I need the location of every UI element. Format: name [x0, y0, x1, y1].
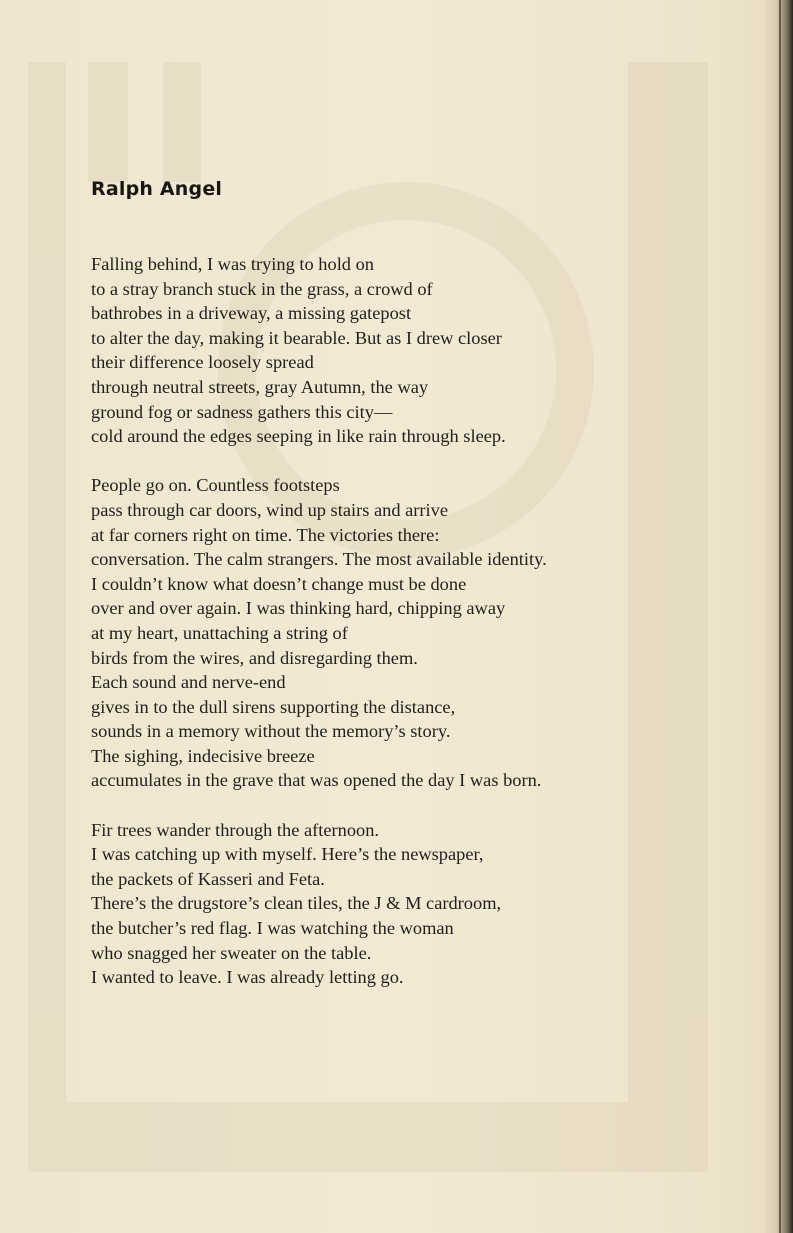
- stanza: [91, 252, 741, 449]
- poem: [91, 252, 741, 1014]
- poem-line: who snagged her sweater on the table.: [91, 942, 372, 963]
- poem-line: I couldn’t know what doesn’t change must be done: [91, 573, 467, 594]
- author-name: Ralph Angel: [91, 178, 223, 200]
- poem-line: Falling behind, I was trying to hold on: [91, 254, 374, 274]
- poem-line: sounds in a memory without the memory’s story.: [91, 721, 451, 742]
- poem-line: pass through car doors, wind up stairs and arrive: [91, 499, 449, 520]
- poem-line: at my heart, unattaching a string of: [91, 622, 348, 643]
- poem-line: ground fog or sadness gathers this city—: [91, 401, 393, 422]
- poem-line: Fir trees wander through the afternoon.: [91, 819, 380, 840]
- poem-line: I was catching up with myself. Here’s the newspaper,: [91, 844, 484, 865]
- poem-line: birds from the wires, and disregarding them.: [91, 647, 418, 668]
- poem-line: the packets of Kasseri and Feta.: [91, 868, 325, 889]
- poem-line: to alter the day, making it bearable. But as I drew closer: [91, 327, 502, 348]
- poem-line: at far corners right on time. The victories there:: [91, 524, 440, 545]
- poem-line: through neutral streets, gray Autumn, the way: [91, 376, 429, 397]
- stanza: [91, 818, 741, 990]
- poem-line: the butcher’s red flag. I was watching the woman: [91, 918, 454, 939]
- poem-line: accumulates in the grave that was opened the day I was born.: [91, 770, 542, 791]
- poem-line: I wanted to leave. I was already letting go.: [91, 967, 404, 988]
- poem-line: over and over again. I was thinking hard, chipping away: [91, 598, 506, 619]
- poem-line: cold around the edges seeping in like rain through sleep.: [91, 426, 506, 447]
- poem-line: conversation. The calm strangers. The most available identity.: [91, 549, 547, 570]
- poem-line: The sighing, indecisive breeze: [91, 745, 315, 766]
- page-edge: [779, 0, 781, 1233]
- stanza: [91, 473, 741, 793]
- poem-line: bathrobes in a driveway, a missing gatepost: [91, 303, 412, 324]
- poem-line: gives in to the dull sirens supporting the distance,: [91, 696, 456, 717]
- poem-line: their difference loosely spread: [91, 352, 314, 373]
- poem-line: People go on. Countless footsteps: [91, 475, 340, 496]
- poem-line: Each sound and nerve-end: [91, 672, 286, 693]
- poem-line: There’s the drugstore’s clean tiles, the J & M cardroom,: [91, 893, 502, 914]
- book-binding-shadow: [763, 0, 793, 1233]
- poem-line: to a stray branch stuck in the grass, a crowd of: [91, 278, 433, 299]
